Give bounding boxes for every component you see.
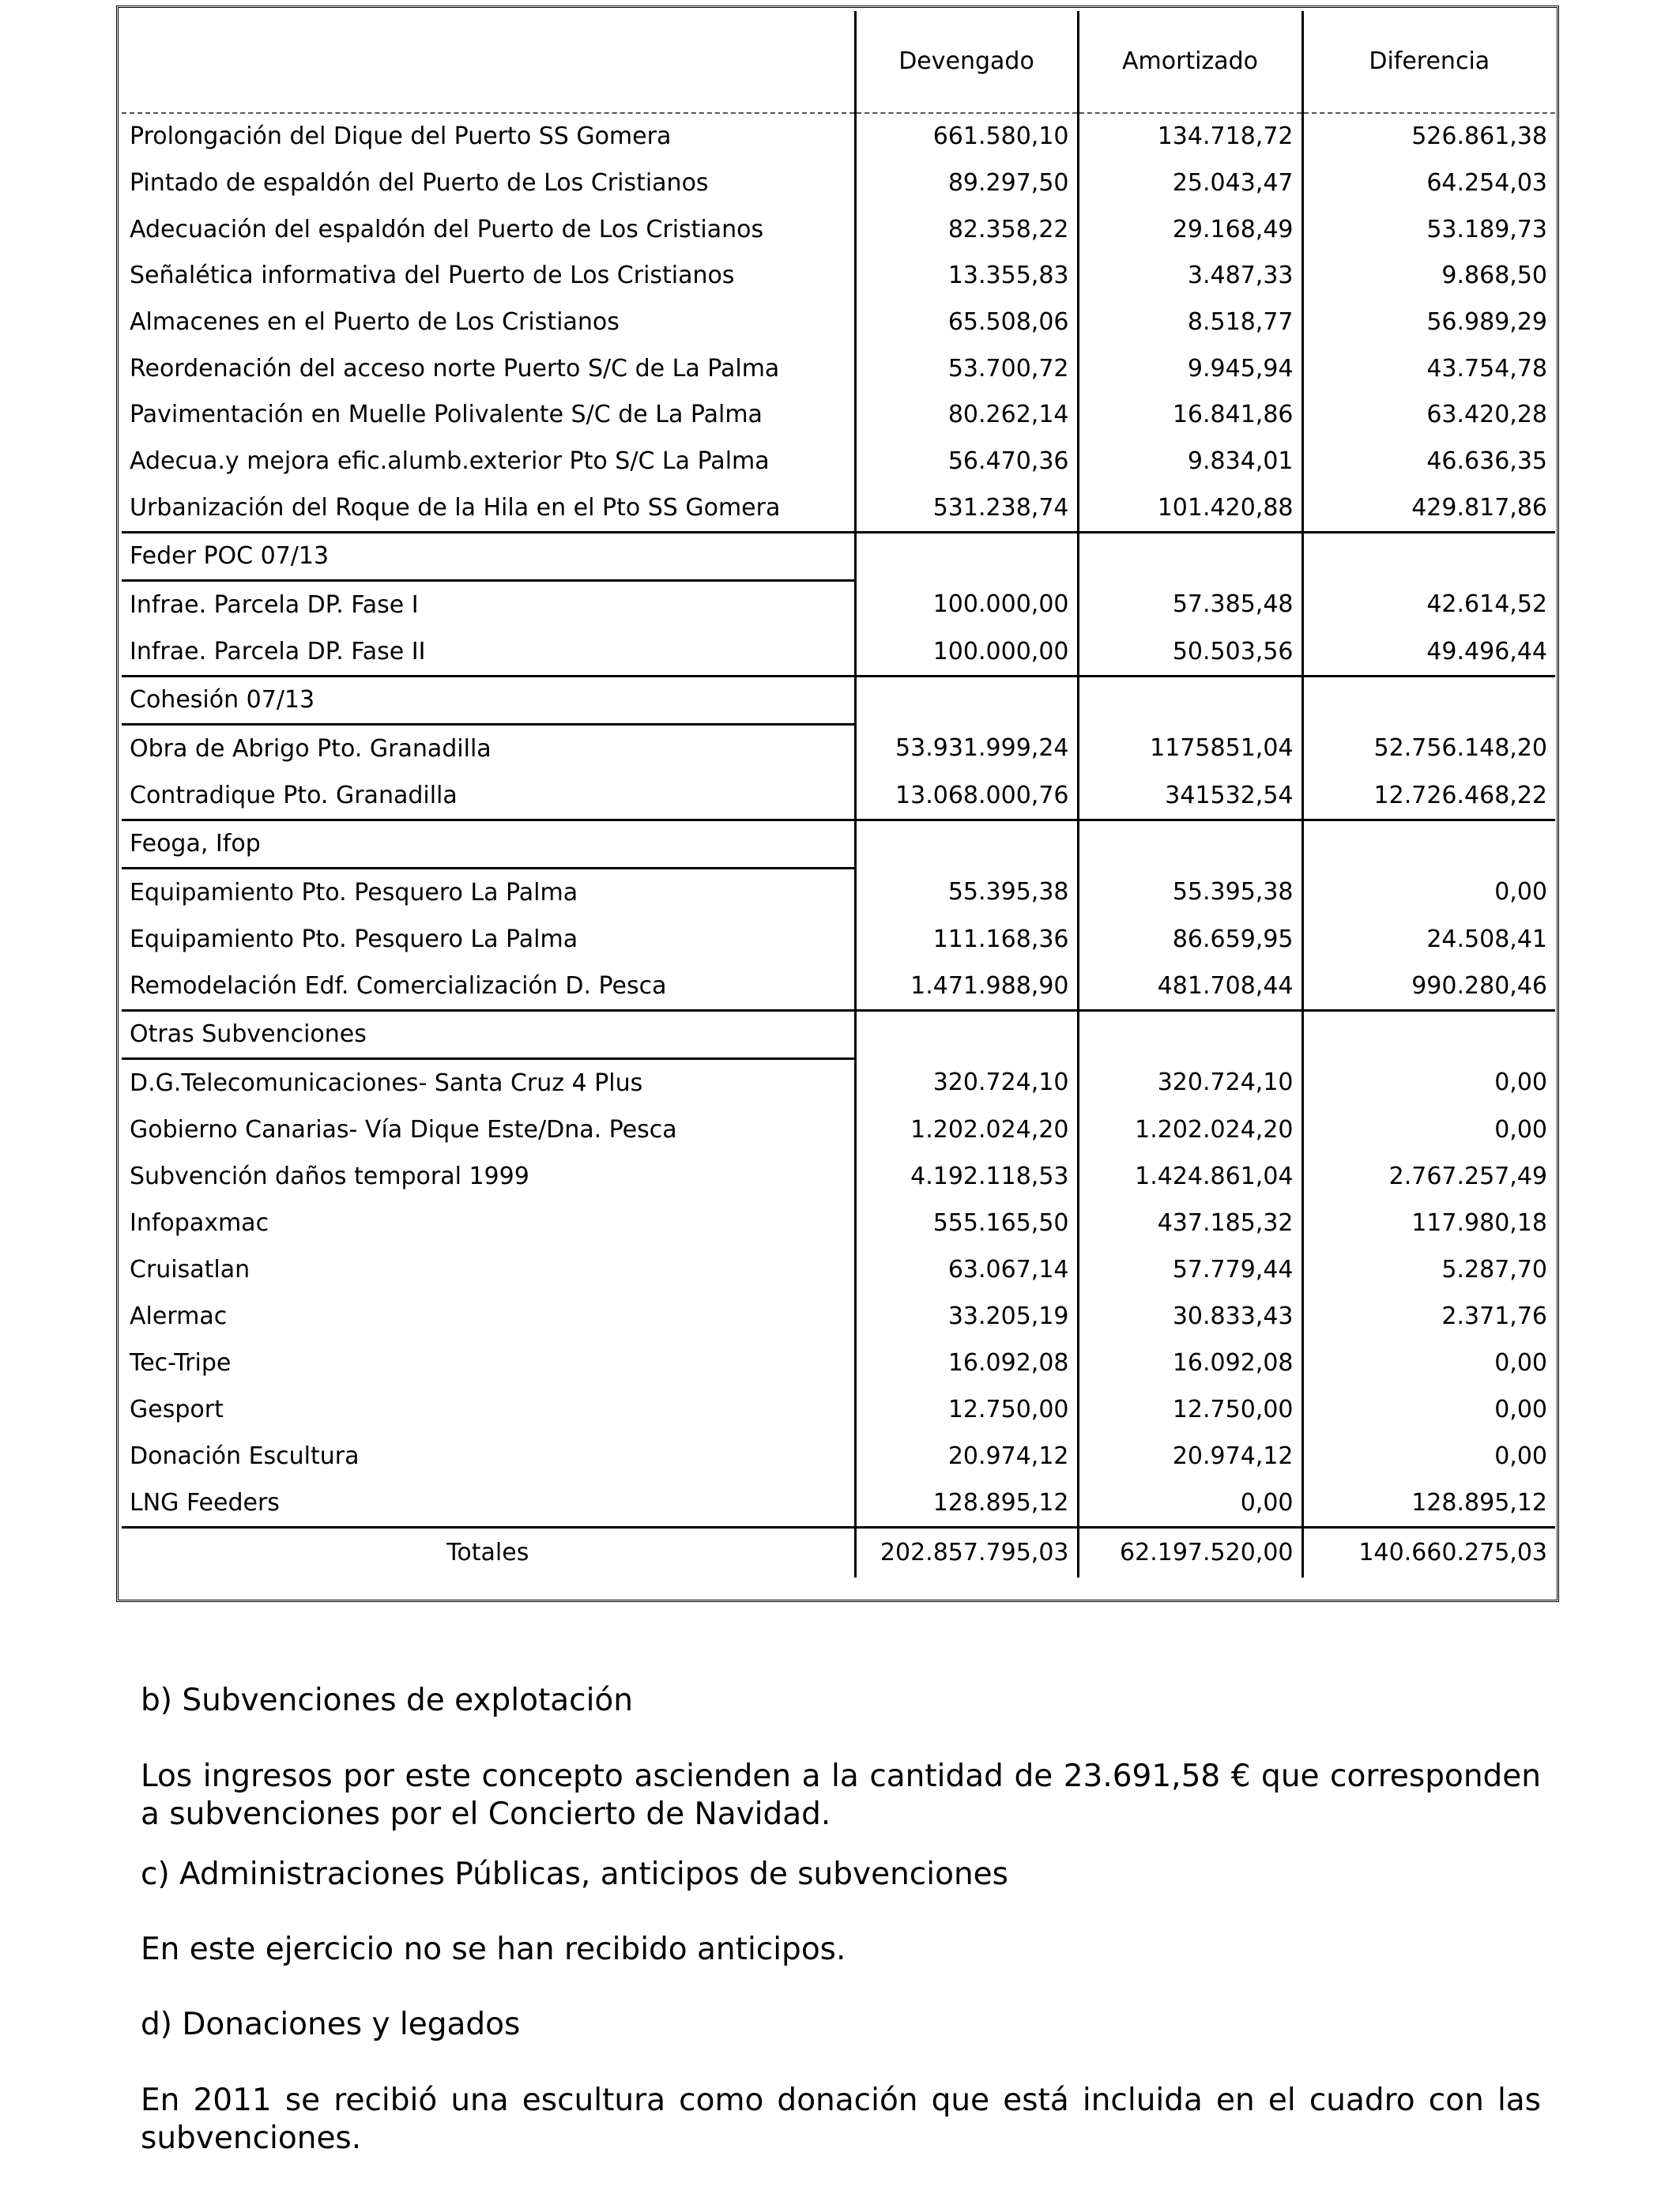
row-description: Infopaxmac [130,1208,269,1237]
row-devengado: 63.067,14 [855,1246,1078,1293]
group-title-blank-cell [1302,677,1555,725]
row-description: Tec-Tripe [130,1348,232,1377]
row-amortizado: 9.945,94 [1078,345,1302,392]
row-devengado: 111.168,36 [855,916,1078,963]
table-row [122,1200,1555,1246]
row-description: Infrae. Parcela DP. Fase II [122,628,855,677]
section-c-body-block [141,1931,1541,1969]
total-devengado: 202.857.795,03 [855,1528,1078,1578]
group-title-blank-cell [1302,820,1555,869]
group-title-blank-cell [855,533,1078,581]
row-diferencia: 24.508,41 [1302,916,1555,963]
table-row [122,300,1555,346]
row-diferencia: 2.767.257,49 [1302,1153,1555,1200]
header-amortizado: Amortizado [1078,11,1302,113]
row-amortizado: 0,00 [1078,1480,1302,1528]
row-devengado: 1.202.024,20 [855,1106,1078,1153]
row-description: Infrae. Parcela DP. Fase I [130,590,419,619]
table-row [122,1106,1555,1153]
row-amortizado: 437.185,32 [1078,1200,1302,1246]
row-amortizado: 1.202.024,20 [1078,1106,1302,1153]
row-description: Cruisatlan [130,1255,250,1284]
row-amortizado: 481.708,44 [1078,963,1302,1011]
row-diferencia: 128.895,12 [1302,1480,1555,1528]
row-amortizado: 25.043,47 [1078,160,1302,207]
row-amortizado: 320.724,10 [1078,1059,1302,1107]
group-title-blank-cell [1302,1011,1555,1059]
section-d [141,2006,1541,2044]
row-diferencia: 117.980,18 [1302,1200,1555,1246]
table-row [122,439,1555,485]
row-description: Subvención daños temporal 1999 [130,1162,529,1190]
row-diferencia: 9.868,50 [1302,253,1555,300]
row-amortizado: 55.395,38 [1078,869,1302,917]
table-row [122,1340,1555,1386]
header-description [122,11,855,113]
row-amortizado: 1.424.861,04 [1078,1153,1302,1200]
row-devengado: 53.700,72 [855,345,1078,392]
section-b-body-block [141,1758,1541,1834]
row-diferencia: 0,00 [1302,1059,1555,1107]
row-diferencia: 53.189,73 [1302,206,1555,253]
totals-label: Totales [122,1528,855,1578]
table-row [122,1293,1555,1340]
group-title-blank-cell [1078,1011,1302,1059]
row-description: Gesport [130,1395,224,1423]
table-row [122,1386,1555,1433]
section-d-body: En 2011 se recibió una escultura como donación que está incluida en el cuadro con las subvenciones. [141,2083,1541,2156]
row-diferencia: 0,00 [1302,1386,1555,1433]
row-devengado: 33.205,19 [855,1293,1078,1340]
row-devengado: 13.355,83 [855,253,1078,300]
row-description: Contradique Pto. Granadilla [122,772,855,820]
row-amortizado: 134.718,72 [1078,113,1302,160]
row-diferencia: 429.817,86 [1302,485,1555,533]
row-devengado: 661.580,10 [855,113,1078,160]
header-diferencia: Diferencia [1302,11,1555,113]
table-header-row [122,11,1555,113]
row-description: Donación Escultura [130,1442,360,1470]
row-description: Remodelación Edf. Comercialización D. Pesca [122,963,855,1011]
section-c [141,1856,1541,1894]
row-description: Adecua.y mejora efic.alumb.exterior Pto S/C La Palma [130,447,770,476]
row-amortizado: 341532,54 [1078,772,1302,820]
group-title-blank-cell [855,677,1078,725]
row-diferencia: 0,00 [1302,1106,1555,1153]
row-diferencia: 990.280,46 [1302,963,1555,1011]
row-description: Prolongación del Dique del Puerto SS Gomera [130,123,672,151]
row-amortizado: 30.833,43 [1078,1293,1302,1340]
total-amortizado: 62.197.520,00 [1078,1528,1302,1578]
table-row [122,725,1555,773]
row-devengado: 555.165,50 [855,1200,1078,1246]
row-diferencia: 42.614,52 [1302,581,1555,629]
row-devengado: 100.000,00 [855,581,1078,629]
table-row [122,916,1555,963]
row-devengado: 12.750,00 [855,1386,1078,1433]
subsidies-table [122,11,1555,1578]
row-devengado: 55.395,38 [855,869,1078,917]
row-description: Señalética informativa del Puerto de Los Cristianos [130,262,735,290]
row-devengado: 89.297,50 [855,160,1078,207]
row-devengado: 13.068.000,76 [855,772,1078,820]
row-description: Equipamiento Pto. Pesquero La Palma [130,925,578,953]
row-amortizado: 57.779,44 [1078,1246,1302,1293]
row-devengado: 531.238,74 [855,485,1078,533]
table-row [122,772,1555,820]
table-row [122,253,1555,300]
group-title-row [122,533,1555,581]
row-devengado: 16.092,08 [855,1340,1078,1386]
row-devengado: 65.508,06 [855,300,1078,346]
row-devengado: 320.724,10 [855,1059,1078,1107]
row-description: Pintado de espaldón del Puerto de Los Cristianos [130,169,709,198]
row-diferencia: 63.420,28 [1302,392,1555,439]
row-description: Gobierno Canarias- Vía Dique Este/Dna. Pesca [130,1115,677,1144]
group-title: Feoga, Ifop [122,820,855,869]
row-description: D.G.Telecomunicaciones- Santa Cruz 4 Plus [130,1069,643,1097]
table-row [122,1153,1555,1200]
row-amortizado: 8.518,77 [1078,300,1302,346]
table-row [122,485,1555,533]
row-diferencia: 49.496,44 [1302,628,1555,677]
row-devengado: 80.262,14 [855,392,1078,439]
row-description: Adecuación del espaldón del Puerto de Los Cristianos [130,215,764,243]
section-d-body-block [141,2082,1541,2158]
group-title: Otras Subvenciones [122,1011,855,1059]
group-title-blank-cell [855,820,1078,869]
table-row [122,1246,1555,1293]
group-title-row [122,677,1555,725]
row-diferencia: 0,00 [1302,869,1555,917]
table-row [122,113,1555,160]
row-devengado: 128.895,12 [855,1480,1078,1528]
row-diferencia: 0,00 [1302,1340,1555,1386]
section-b [141,1682,1541,1720]
group-title: Feder POC 07/13 [122,533,855,581]
table-row [122,160,1555,207]
row-diferencia: 43.754,78 [1302,345,1555,392]
table-row [122,392,1555,439]
table-row [122,345,1555,392]
row-diferencia: 12.726.468,22 [1302,772,1555,820]
row-amortizado: 101.420,88 [1078,485,1302,533]
table-row [122,206,1555,253]
table-row [122,869,1555,917]
row-amortizado: 29.168,49 [1078,206,1302,253]
row-diferencia: 46.636,35 [1302,439,1555,485]
total-diferencia: 140.660.275,03 [1302,1528,1555,1578]
row-diferencia: 5.287,70 [1302,1246,1555,1293]
row-amortizado: 50.503,56 [1078,628,1302,677]
row-amortizado: 20.974,12 [1078,1433,1302,1480]
row-devengado: 82.358,22 [855,206,1078,253]
row-devengado: 53.931.999,24 [855,725,1078,773]
row-diferencia: 0,00 [1302,1433,1555,1480]
table-row [122,963,1555,1011]
group-title-blank-cell [1078,677,1302,725]
group-title-blank-cell [855,1011,1078,1059]
table-row [122,628,1555,677]
row-description: Reordenación del acceso norte Puerto S/C de La Palma [130,354,780,383]
row-devengado: 20.974,12 [855,1433,1078,1480]
group-title-blank-cell [1078,533,1302,581]
row-amortizado: 3.487,33 [1078,253,1302,300]
row-amortizado: 16.092,08 [1078,1340,1302,1386]
section-b-body: Los ingresos por este concepto ascienden a la cantidad de 23.691,58 € que corresponden a subvenciones por el Concierto de Navidad. [141,1759,1541,1832]
row-amortizado: 16.841,86 [1078,392,1302,439]
table-row [122,581,1555,629]
row-description: Equipamiento Pto. Pesquero La Palma [130,878,578,907]
row-description: LNG Feeders [130,1488,280,1517]
row-amortizado: 57.385,48 [1078,581,1302,629]
row-description: Pavimentación en Muelle Polivalente S/C de La Palma [130,401,763,429]
group-title-row [122,1011,1555,1059]
section-c-heading: c) Administraciones Públicas, anticipos de subvenciones [141,1857,1008,1892]
header-devengado: Devengado [855,11,1078,113]
row-diferencia: 2.371,76 [1302,1293,1555,1340]
group-title-blank-cell [1078,820,1302,869]
row-diferencia: 52.756.148,20 [1302,725,1555,773]
row-diferencia: 64.254,03 [1302,160,1555,207]
table-row [122,1433,1555,1480]
row-devengado: 56.470,36 [855,439,1078,485]
row-description: Alermac [130,1302,228,1330]
group-title: Cohesión 07/13 [122,677,855,725]
section-b-heading: b) Subvenciones de explotación [141,1683,633,1718]
group-title-blank-cell [1302,533,1555,581]
row-devengado: 4.192.118,53 [855,1153,1078,1200]
row-amortizado: 9.834,01 [1078,439,1302,485]
totals-row [122,1528,1555,1578]
section-c-body: En este ejercicio no se han recibido anticipos. [141,1932,846,1967]
row-description: Almacenes en el Puerto de Los Cristianos [130,308,620,337]
table-row [122,1059,1555,1107]
subsidies-table-frame [116,6,1559,1602]
section-d-heading: d) Donaciones y legados [141,2007,521,2042]
row-diferencia: 526.861,38 [1302,113,1555,160]
row-diferencia: 56.989,29 [1302,300,1555,346]
row-description: Urbanización del Roque de la Hila en el Pto SS Gomera [122,485,855,533]
row-devengado: 1.471.988,90 [855,963,1078,1011]
row-amortizado: 12.750,00 [1078,1386,1302,1433]
table-body [122,113,1555,1528]
table-row [122,1480,1555,1528]
row-amortizado: 1175851,04 [1078,725,1302,773]
row-description: Obra de Abrigo Pto. Granadilla [130,734,492,763]
row-amortizado: 86.659,95 [1078,916,1302,963]
group-title-row [122,820,1555,869]
row-devengado: 100.000,00 [855,628,1078,677]
